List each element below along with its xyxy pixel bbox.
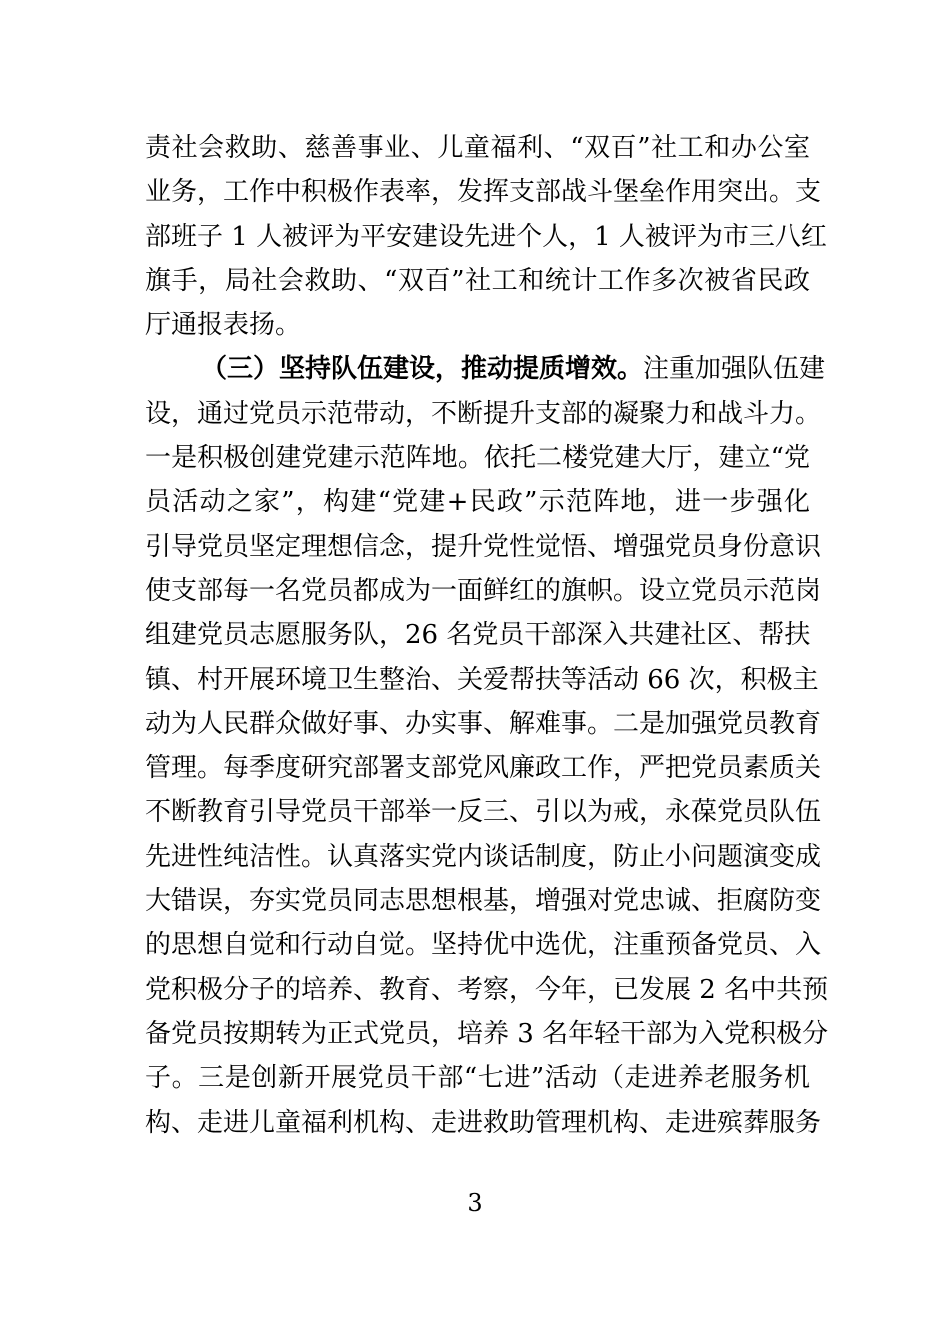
section-heading-line	[145, 347, 826, 391]
text-line-23: 构、走进儿童福利机构、走进救助管理机构、走进殡葬服务	[145, 1107, 822, 1138]
text-line-7: 设，通过党员示范带动，不断提升支部的凝聚力和战斗力。	[145, 398, 822, 429]
text-line-20: 党积极分子的培养、教育、考察，今年，已发展 2 名中共预	[145, 974, 829, 1005]
text-line-9: 员活动之家”，构建“党建+民政”示范阵地，进一步强化	[145, 487, 810, 518]
text-line-8: 一是积极创建党建示范阵地。依托二楼党建大厅，建立“党	[145, 443, 810, 474]
section-heading: 坚持队伍建设，推动提质增效。	[279, 354, 644, 385]
body-text	[145, 126, 829, 1145]
text-line-21: 备党员按期转为正式党员，培养 3 名年轻干部为入党积极分	[145, 1018, 829, 1049]
section-heading-continuation: 注重加强队伍建	[643, 354, 826, 385]
text-line-10: 引导党员坚定理想信念，提升党性觉悟、增强党员身份意识	[145, 531, 822, 562]
text-line-16: 不断教育引导党员干部举一反三、引以为戒，永葆党员队伍	[145, 797, 822, 828]
text-line-5: 厅通报表扬。	[145, 310, 302, 341]
text-line-2: 业务，工作中积极作表率，发挥支部战斗堡垒作用突出。支	[145, 177, 822, 208]
text-line-1: 责社会救助、慈善事业、儿童福利、“双百”社工和办公室	[145, 133, 810, 163]
text-line-17: 先进性纯洁性。认真落实党内谈话制度，防止小问题演变成	[145, 841, 822, 872]
text-line-22: 子。三是创新开展党员干部“七进”活动（走进养老服务机	[145, 1063, 810, 1094]
text-line-3: 部班子 1 人被评为平安建设先进个人，1 人被评为市三八红	[145, 221, 827, 252]
text-line-14: 动为人民群众做好事、办实事、解难事。二是加强党员教育	[145, 708, 822, 739]
page-number: 3	[467, 1189, 483, 1217]
text-line-11: 使支部每一名党员都成为一面鲜红的旗帜。设立党员示范岗	[145, 575, 822, 606]
text-line-18: 大错误，夯实党员同志思想根基，增强对党忠诚、拒腐防变	[145, 886, 822, 917]
text-line-4: 旗手，局社会救助、“双百”社工和统计工作多次被省民政	[145, 265, 810, 296]
text-line-19: 的思想自觉和行动自觉。坚持优中选优，注重预备党员、入	[145, 930, 822, 961]
text-line-15: 管理。每季度研究部署支部党风廉政工作，严把党员素质关	[145, 753, 822, 784]
text-line-12: 组建党员志愿服务队，26 名党员干部深入共建社区、帮扶	[145, 620, 811, 651]
text-line-13: 镇、村开展环境卫生整治、关爱帮扶等活动 66 次，积极主	[145, 664, 819, 695]
section-number: （三）	[201, 354, 280, 385]
